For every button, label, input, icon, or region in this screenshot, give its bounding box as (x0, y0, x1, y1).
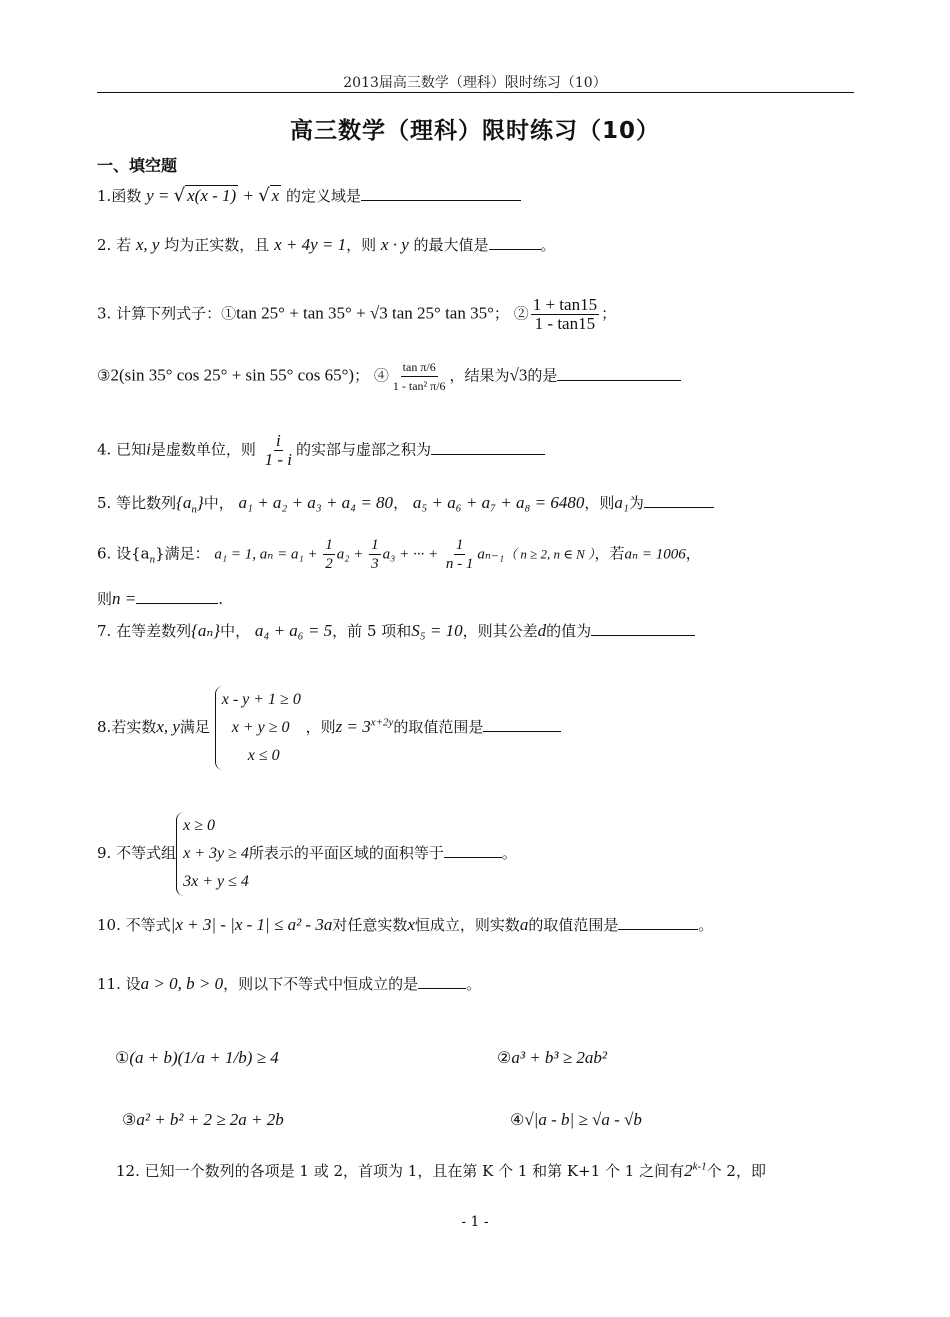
q9-system (176, 812, 249, 896)
option-expr: a³ + b³ ≥ 2ab² (511, 1048, 607, 1067)
q2-cond: x + 4y = 1 (274, 235, 347, 254)
q3-fraction (531, 296, 599, 333)
q2-vars: x, y (135, 235, 160, 254)
q6-expr2: a₂ + (336, 546, 368, 563)
q8-mid: 满足 (179, 718, 210, 736)
q11-cond: a > 0, b > 0 (140, 974, 224, 993)
q7-seq: {aₙ} (191, 621, 221, 640)
q10-mid: 对任意实数 (332, 916, 408, 934)
q8-system (215, 686, 301, 770)
q11-option-1 (115, 1048, 279, 1068)
q11-option-4 (510, 1110, 642, 1130)
system-line: x + 3y ≥ 4 (183, 845, 249, 862)
q8-exp: x+2y (370, 716, 394, 729)
system-line: x ≤ 0 (247, 747, 280, 764)
q3-pre: 计算下列式子： (116, 304, 222, 323)
circled-2: ② (513, 304, 529, 323)
q11-option-2 (497, 1048, 607, 1068)
q1-number: 1. (97, 187, 112, 205)
q6-end: ， (685, 544, 701, 563)
q6-expr3: a₃ + ··· + (382, 546, 442, 563)
q6-mid: ，若 (594, 544, 625, 563)
q3-sep3: ； (354, 366, 370, 385)
q10-pre: 不等式 (125, 916, 171, 934)
q6-var: n = (112, 589, 137, 608)
answer-blank[interactable] (361, 186, 521, 201)
q5-sep: ， (393, 494, 409, 512)
question-6 (97, 536, 701, 573)
option-mark: ④ (510, 1110, 525, 1129)
page-number: - 1 - (461, 1214, 489, 1230)
q12-base: 2 (684, 1161, 693, 1180)
q5-pre: 等比数列 (116, 494, 177, 512)
answer-blank[interactable] (591, 621, 695, 636)
q3-expr1: tan 25° + tan 35° + √3 tan 25° tan 35° (236, 303, 494, 323)
q6-frac3 (444, 536, 476, 573)
q8-mid2: ，则 (305, 718, 336, 736)
circled-3: ③ (97, 366, 111, 385)
fraction-denominator: 3 (371, 556, 379, 572)
q3-expr3: 2(sin 35° cos 25° + sin 55° cos 65°) (110, 365, 355, 385)
option-mark: ① (115, 1048, 130, 1067)
q10-var2: a (519, 915, 529, 934)
q3-sep1: ； (493, 304, 509, 323)
q8-post: 的取值范围是 (393, 718, 484, 736)
q4-mid: 是虚数单位，则 (150, 440, 256, 459)
section-heading: 一、填空题 (97, 156, 178, 175)
q9-end: 。 (501, 844, 517, 862)
q10-end: 。 (698, 916, 714, 934)
q12-power (684, 1161, 707, 1180)
question-7 (97, 620, 695, 641)
question-12 (116, 1160, 766, 1181)
q1-post: 的定义域是 (286, 187, 362, 205)
question-8 (97, 686, 561, 770)
q2-post: 的最大值是 (413, 236, 489, 254)
q2-number: 2. (97, 236, 112, 254)
q8-number: 8. (97, 718, 112, 736)
q5-expr2: a₅ + a₆ + a₇ + a₈ = 6480 (412, 493, 585, 512)
q10-var: x (407, 915, 415, 934)
brace (215, 686, 301, 770)
question-11 (97, 973, 481, 994)
q2-expr: x · y (380, 235, 409, 254)
answer-blank[interactable] (644, 493, 714, 508)
option-mark: ③ (122, 1110, 137, 1129)
question-2 (97, 234, 556, 255)
q11-post: ，则以下不等式中恒成立的是 (223, 975, 419, 993)
q9-number: 9. (97, 844, 112, 862)
q8-base: z = 3 (335, 717, 371, 736)
q7-expr1: a₄ + a₆ = 5 (254, 621, 333, 640)
q5-post: 为 (628, 494, 644, 512)
q11-number: 11. (97, 975, 121, 993)
seq-open: {a (176, 493, 192, 512)
option-expr: (a + b)(1/a + 1/b) ≥ 4 (129, 1048, 279, 1067)
q5-number: 5. (97, 494, 112, 512)
q12-exp: k-1 (692, 1160, 707, 1173)
answer-blank[interactable] (489, 235, 541, 250)
answer-blank[interactable] (136, 589, 218, 604)
q5-expr1: a₁ + a₂ + a₃ + a₄ = 80 (238, 493, 394, 512)
q8-pre: 若实数 (111, 718, 157, 736)
answer-blank[interactable] (483, 717, 561, 732)
option-expr: √|a - b| ≥ √a - √b (524, 1110, 642, 1129)
option-mark: ② (497, 1048, 512, 1067)
question-3 (97, 296, 616, 333)
q10-mid2: 恒成立，则实数 (414, 916, 520, 934)
system-line: x + y ≥ 0 (231, 719, 290, 736)
fraction-denominator: n - 1 (445, 556, 474, 572)
fraction-denominator: 2 (325, 556, 333, 572)
q1-formula: y = √ x(x - 1) + √ x (146, 185, 280, 206)
fraction-denominator: 1 - i (264, 450, 293, 469)
answer-blank[interactable] (431, 440, 545, 455)
q7-expr2: S₅ = 10 (411, 621, 463, 640)
q1-text: 函数 (111, 187, 142, 205)
q6-frac2 (369, 536, 381, 573)
q9-pre: 不等式组 (116, 844, 177, 862)
option-expr: a² + b² + 2 ≥ 2a + 2b (136, 1110, 284, 1129)
fraction-numerator: i (275, 431, 281, 450)
answer-blank[interactable] (444, 843, 502, 858)
q4-pre: 已知 (116, 440, 147, 459)
q11-pre: 设 (125, 975, 141, 993)
q5-target: a₁ (614, 493, 629, 512)
q4-number: 4. (97, 440, 112, 459)
question-1 (97, 185, 521, 206)
circled-4: ④ (373, 366, 389, 385)
q2-pre: 若 (116, 236, 132, 254)
q7-pre: 在等差数列 (116, 622, 192, 640)
q6-pre-end: }满足： (155, 544, 210, 563)
q8-expr (336, 717, 394, 736)
q3-number: 3. (97, 304, 112, 323)
question-4 (97, 432, 545, 469)
system-line: x ≥ 0 (183, 817, 215, 834)
q9-post: 所表示的平面区域的面积等于 (248, 844, 444, 862)
question-9 (97, 812, 517, 896)
q2-end: 。 (540, 236, 556, 254)
answer-blank[interactable] (418, 974, 466, 989)
q3-post: ，结果为 (449, 366, 510, 385)
fraction-numerator: 1 (371, 537, 379, 553)
q8-vars: x, y (156, 717, 180, 736)
fraction-numerator: tan π/6 (401, 358, 438, 377)
q6-sub: n (149, 553, 156, 566)
q6-expr5: aₙ = 1006 (624, 546, 686, 563)
q6-dot: . (218, 590, 224, 608)
q7-number: 7. (97, 622, 112, 640)
q5-mid: 中， (203, 494, 234, 512)
q10-number: 10. (97, 916, 121, 934)
q7-mid: 中， (220, 622, 251, 640)
q2-mid2: ，则 (346, 236, 377, 254)
q7-mid3: ，则其公差 (462, 622, 538, 640)
q2-mid: 均为正实数，且 (164, 236, 270, 254)
system-line: x - y + 1 ≥ 0 (221, 691, 301, 708)
q4-post: 的实部与虚部之积为 (296, 440, 432, 459)
fraction-numerator: 1 (455, 537, 464, 553)
q12-text1: 12. 已知一个数列的各项是 1 或 2，首项为 1，且在第 K 个 1 和第 K+1 个 1 之间有 (116, 1162, 685, 1180)
q6-cond: （ n ≥ 2, n ∈ N ） (504, 546, 595, 562)
brace (176, 812, 249, 896)
header-rule (97, 92, 854, 93)
q5-mid2: ，则 (584, 494, 615, 512)
system-line: 3x + y ≤ 4 (183, 873, 249, 890)
running-header: 2013届高三数学（理科）限时练习（10） (343, 75, 607, 91)
fraction-denominator: 1 - tan15 (534, 314, 596, 333)
q7-mid2: ，前 5 项和 (332, 622, 412, 640)
answer-blank[interactable] (557, 366, 681, 381)
question-6-cont (97, 588, 223, 609)
q11-option-3 (122, 1110, 284, 1130)
fraction-numerator: 1 + tan15 (532, 295, 598, 314)
q7-var: d (537, 621, 547, 640)
q3-post2: 的是 (527, 366, 558, 385)
question-10 (97, 914, 713, 935)
q10-post: 的取值范围是 (528, 916, 619, 934)
q6-expr1: a₁ = 1, aₙ = a₁ + (214, 546, 322, 563)
q6-line2: 则 (97, 590, 113, 608)
q3-sep2: ； (601, 304, 617, 323)
q6-expr4: aₙ₋₁ (477, 546, 505, 563)
q3-root: √3 (509, 365, 528, 385)
answer-blank[interactable] (618, 915, 698, 930)
seq-sub: n (191, 503, 197, 516)
page-title: 高三数学（理科）限时练习（10） (289, 118, 660, 144)
q7-post: 的值为 (546, 622, 592, 640)
q4-fraction (263, 432, 294, 469)
fraction-denominator: 1 - tan² π/6 (392, 379, 446, 393)
question-5 (97, 492, 714, 515)
q10-expr: |x + 3| - |x - 1| ≤ a² - 3a (170, 915, 333, 934)
seq-close: } (196, 493, 204, 512)
q3-fraction4 (391, 358, 448, 395)
q12-text2: 个 2，即 (706, 1162, 766, 1180)
q6-pre: 设{a (116, 544, 150, 563)
q6-number: 6. (97, 544, 112, 563)
q5-seq (176, 493, 204, 516)
fraction-numerator: 1 (325, 537, 333, 553)
question-3-cont (97, 358, 681, 395)
q6-frac1 (323, 536, 335, 573)
q11-end: 。 (466, 975, 482, 993)
circled-1: ① (221, 304, 237, 323)
q4-var: i (146, 439, 151, 459)
